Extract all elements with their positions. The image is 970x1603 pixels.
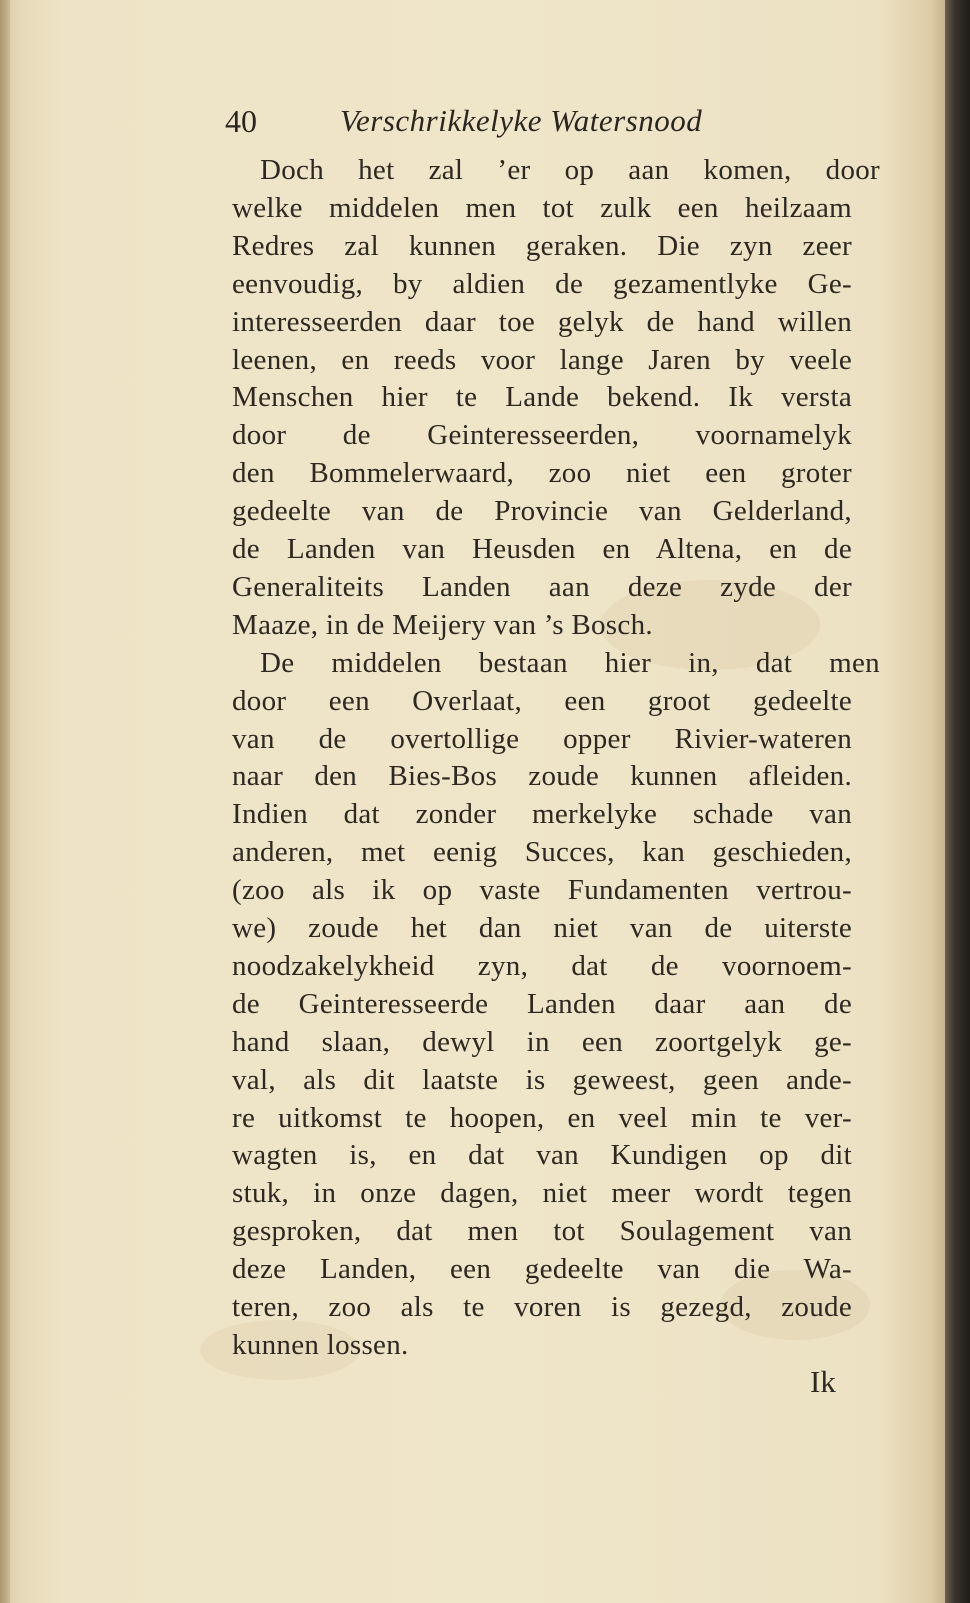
text-line: Maaze, in de Meijery van ’s Bosch. [232, 608, 653, 641]
text-line: welke middelen men tot zulk een heilzaam [232, 191, 852, 224]
text-line: den Bommelerwaard, zoo niet een groter [232, 457, 852, 490]
text-line: stuk, in onze dagen, niet meer wordt tegen [232, 1177, 852, 1210]
text-line: naar den Bies-Bos zoude kunnen afleiden. [232, 760, 852, 793]
text-line: door een Overlaat, een groot gedeelte [232, 684, 852, 717]
text-line: Redres zal kunnen geraken. Die zyn zeer [232, 229, 852, 262]
text-line: re uitkomst te hoopen, en veel min te ver- [232, 1101, 852, 1134]
page-binding-edge [0, 0, 10, 1603]
running-header [225, 96, 745, 146]
text-line: teren, zoo als te voren is gezegd, zoude [232, 1291, 852, 1323]
text-line: gedeelte van de Provincie van Gelderland, [232, 495, 852, 528]
text-line: anderen, met eenig Succes, kan geschieden, [232, 836, 852, 869]
text-line: door de Geinteresseerden, voornamelyk [232, 419, 852, 452]
text-line: kunnen lossen. [232, 1328, 409, 1361]
text-line: Doch het zal ’er op aan komen, door [260, 154, 880, 186]
text-line: Menschen hier te Lande bekend. Ik versta [232, 381, 852, 414]
text-line: (zoo als ik op vaste Fundamenten vertrou- [232, 874, 852, 907]
text-line: Generaliteits Landen aan deze zyde der [232, 570, 852, 603]
text-line: de Geinteresseerde Landen daar aan de [232, 987, 852, 1020]
text-line: interesseerden daar toe gelyk de hand willen [232, 305, 852, 338]
text-line: de Landen van Heusden en Altena, en de [232, 533, 852, 565]
page-number: 40 [225, 103, 257, 139]
text-line: deze Landen, een gedeelte van die Wa- [232, 1253, 852, 1286]
text-line: van de overtollige opper Rivier-wateren [232, 722, 852, 755]
text-line: val, als dit laatste is geweest, geen ande- [232, 1063, 852, 1096]
text-line: we) zoude het dan niet van de uiterste [232, 912, 852, 944]
text-line: eenvoudig, by aldien de gezamentlyke Ge- [232, 267, 852, 300]
catchword: Ik [810, 1364, 836, 1399]
book-fore-edge [945, 0, 970, 1603]
running-title: Verschrikkelyke Watersnood [340, 103, 703, 138]
text-line: Indien dat zonder merkelyke schade van [232, 798, 852, 831]
text-line: De middelen bestaan hier in, dat men [260, 646, 880, 679]
text-line: hand slaan, dewyl in een zoortgelyk ge- [232, 1025, 852, 1058]
text-line: leenen, en reeds voor lange Jaren by veele [232, 343, 852, 376]
text-line: wagten is, en dat van Kundigen op dit [232, 1139, 852, 1172]
text-line: noodzakelykheid zyn, dat de voornoem- [232, 949, 852, 982]
text-line: gesproken, dat men tot Soulagement van [232, 1215, 852, 1248]
